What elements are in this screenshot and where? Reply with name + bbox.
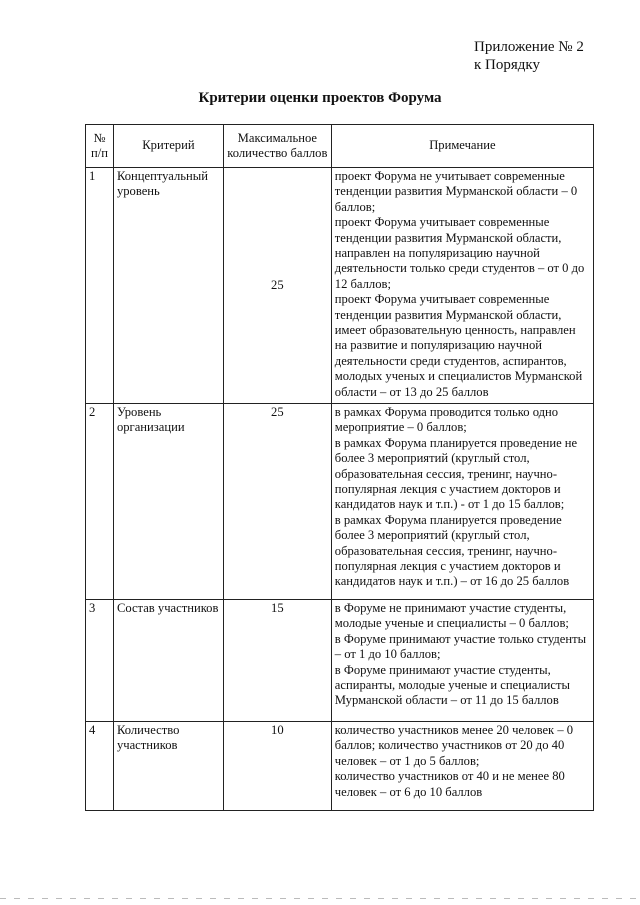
scan-edge-line xyxy=(0,898,640,899)
note-item: в Форуме принимают участие только студенты – от 1 до 10 баллов; xyxy=(334,631,587,662)
header-criterion: Критерий xyxy=(113,125,223,168)
row-criterion: Количество участников xyxy=(113,722,223,811)
row-note xyxy=(331,168,593,404)
row-number: 3 xyxy=(86,600,114,722)
table-row xyxy=(86,600,594,722)
criteria-table xyxy=(85,124,594,811)
note-item: проект Форума учитывает современные тенденции развития Мурманской области, направлен на популяризацию научной деятельности только среди студентов – от 0 до 12 баллов; xyxy=(334,215,585,291)
appendix-reference xyxy=(474,38,584,74)
appendix-number: Приложение № 2 xyxy=(474,39,584,55)
table-row xyxy=(86,168,594,404)
row-note xyxy=(331,722,593,811)
row-max-score: 25 xyxy=(223,404,331,600)
table-header-row xyxy=(86,125,594,168)
table-row xyxy=(86,404,594,600)
note-item: в рамках Форума проводится только одно мероприятие – 0 баллов; xyxy=(334,405,559,435)
row-number: 4 xyxy=(86,722,114,811)
page-title: Критерии оценки проектов Форума xyxy=(198,90,442,106)
note-item: количество участников от 40 и не менее 80 человек – от 6 до 10 баллов xyxy=(334,769,565,799)
note-item: проект Форума не учитывает современные тенденции развития Мурманской области – 0 баллов; xyxy=(334,169,578,214)
header-max-score: Максимальное количество баллов xyxy=(223,125,331,168)
row-note xyxy=(331,600,593,722)
row-max-score: 10 xyxy=(223,722,331,811)
table-row xyxy=(86,722,594,811)
appendix-order-ref: к Порядку xyxy=(474,57,540,73)
note-item: в рамках Форума планируется проведение более 3 мероприятий (круглый стол, образовательная сессия, тренинг, научно-популярная лекция с участием докторов и кандидатов наук и т.п.) – от 16 до 25 баллов xyxy=(334,512,570,589)
row-criterion: Уровень организации xyxy=(113,404,223,600)
row-max-score: 25 xyxy=(223,168,331,404)
row-note xyxy=(331,404,593,600)
note-item: в рамках Форума планируется проведение не более 3 мероприятий (круглый стол, образовательная сессия, тренинг, научно-популярная лекция с участием докторов и кандидатов наук и т.п.) - от 1 до 15 баллов; xyxy=(334,435,578,512)
note-item: проект Форума учитывает современные тенденции развития Мурманской области, имеет образовательную ценность, направлен на развитие и популяризацию научной деятельности среди студентов, аспирантов, молодых ученых и специалистов Мурманской области – от 13 до 25 баллов xyxy=(334,292,583,399)
note-item: в Форуме не принимают участие студенты, молодые ученые и специалисты – 0 баллов; xyxy=(334,601,569,631)
row-max-score: 15 xyxy=(223,600,331,722)
header-number: № п/п xyxy=(86,125,114,168)
note-item: количество участников менее 20 человек – 0 баллов; количество участников от 20 до 40 человек – от 1 до 5 баллов; xyxy=(334,723,574,768)
header-note: Примечание xyxy=(331,125,593,168)
row-criterion: Состав участников xyxy=(113,600,223,722)
row-number: 1 xyxy=(86,168,114,404)
note-item: в Форуме принимают участие студенты, аспиранты, молодые ученые и специалисты Мурманской области – от 11 до 15 баллов xyxy=(334,662,570,708)
row-number: 2 xyxy=(86,404,114,600)
row-criterion: Концептуальный уровень xyxy=(113,168,223,404)
